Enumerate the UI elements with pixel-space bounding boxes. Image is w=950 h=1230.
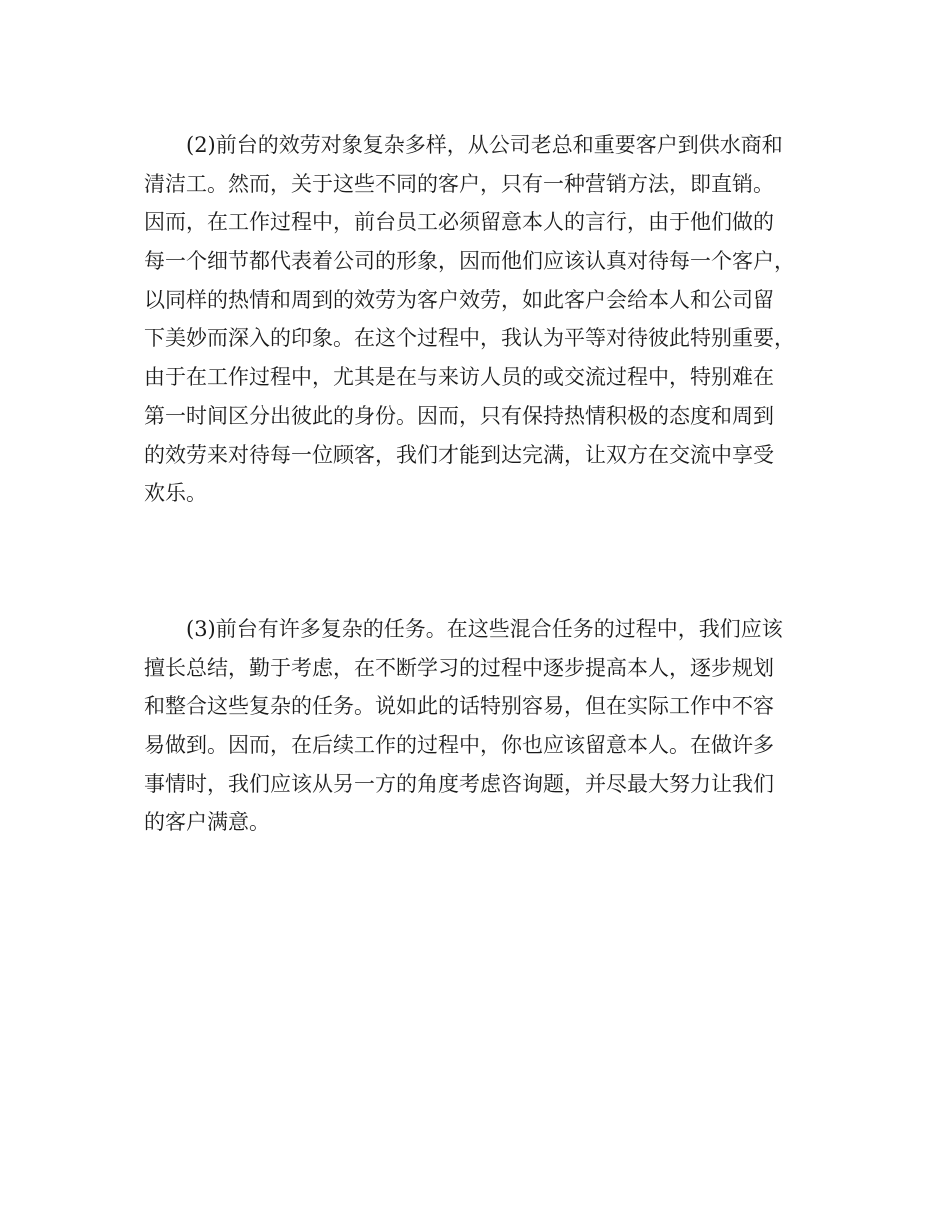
paragraph-line: 清洁工。然而，关于这些不同的客户，只有一种营销方法，即直销。 <box>144 171 774 196</box>
paragraph-line: 欢乐。 <box>144 481 207 506</box>
paragraph-line: 下美妙而深入的印象。在这个过程中，我认为平等对待彼此特别重要， <box>144 326 795 351</box>
paragraph-2 <box>144 126 824 513</box>
paragraph-line: 以同样的热情和周到的效劳为客户效劳，如此客户会给本人和公司留 <box>144 287 774 312</box>
paragraph-line: 因而，在工作过程中，前台员工必须留意本人的言行，由于他们做的 <box>144 210 774 235</box>
paragraph-line: (2)前台的效劳对象复杂多样，从公司老总和重要客户到供水商和 <box>186 133 783 157</box>
paragraph-line: 每一个细节都代表着公司的形象，因而他们应该认真对待每一个客户， <box>144 249 795 274</box>
paragraph-3 <box>144 610 824 842</box>
paragraph-line: 易做到。因而，在后续工作的过程中，你也应该留意本人。在做许多 <box>144 733 774 758</box>
paragraph-line: (3)前台有许多复杂的任务。在这些混合任务的过程中，我们应该 <box>186 617 783 641</box>
paragraph-line: 的效劳来对待每一位顾客，我们才能到达完满，让双方在交流中享受 <box>144 442 774 467</box>
paragraph-line: 由于在工作过程中，尤其是在与来访人员的或交流过程中，特别难在 <box>144 365 774 390</box>
paragraph-line: 擅长总结，勤于考虑，在不断学习的过程中逐步提高本人，逐步规划 <box>144 655 774 680</box>
paragraph-line: 第一时间区分出彼此的身份。因而，只有保持热情积极的态度和周到 <box>144 403 774 428</box>
paragraph-line: 事情时，我们应该从另一方的角度考虑咨询题，并尽最大努力让我们 <box>144 771 774 796</box>
paragraph-line: 的客户满意。 <box>144 810 270 835</box>
paragraph-line: 和整合这些复杂的任务。说如此的话特别容易，但在实际工作中不容 <box>144 694 774 719</box>
